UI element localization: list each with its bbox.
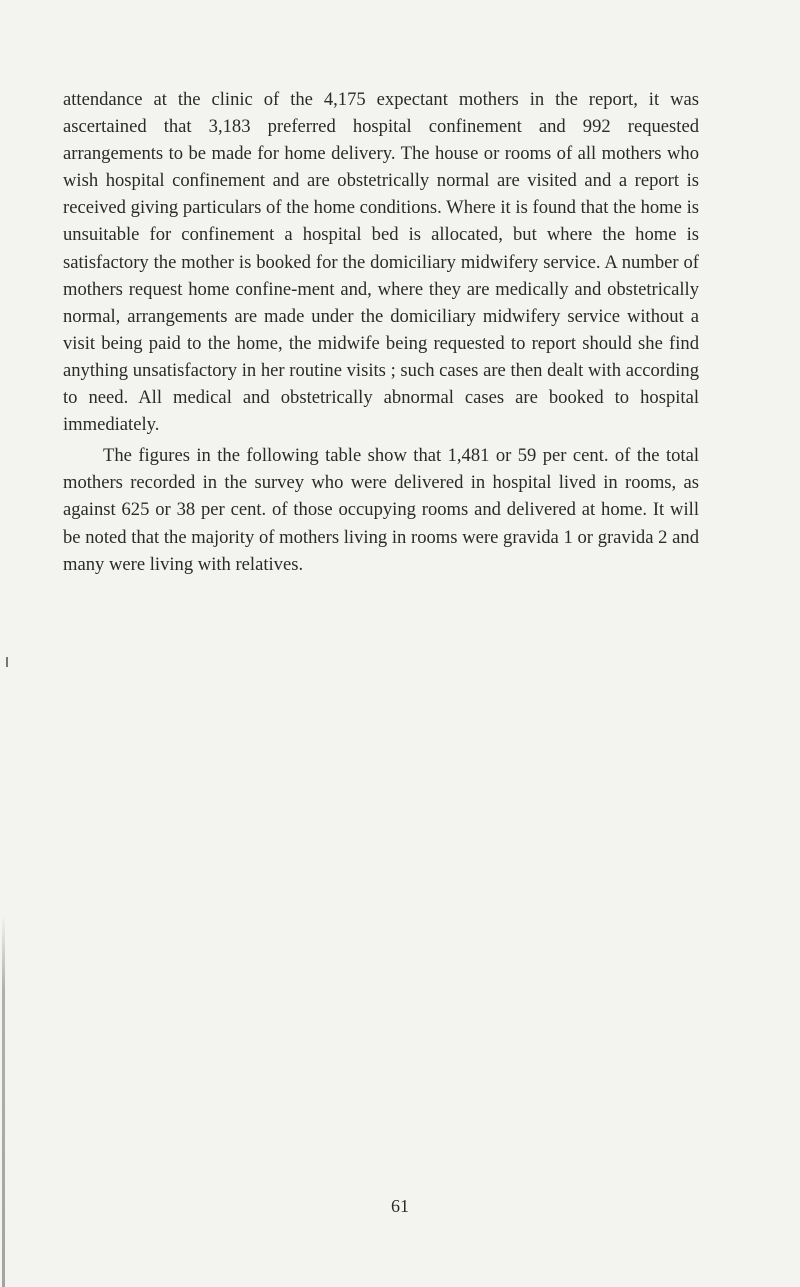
body-text — [63, 86, 699, 578]
paragraph-1: attendance at the clinic of the 4,175 expectant mothers in the report, it was ascertained that 3,183 preferred hospital confinement and 992 requested arrangements to be made for home delivery. The house or rooms of all mothers who wish hospital confinement and are obstetrically normal are visited and a report is received giving particulars of the home conditions. Where it is found that the home is unsuitable for confinement a hospital bed is allocated, but where the home is satisfactory the mother is booked for the domiciliary midwifery service. A number of mothers request home confine-ment and, where they are medically and obstetrically normal, arrangements are made under the domiciliary midwifery service without a visit being paid to the home, the midwife being requested to report should she find anything unsatisfactory in her routine visits ; such cases are then dealt with according to need. All medical and obstetrically abnormal cases are booked to hospital immediately. — [63, 89, 699, 436]
paragraph-2: The figures in the following table show that 1,481 or 59 per cent. of the total mothers recorded in the survey who were delivered in hospital lived in rooms, as against 625 or 38 per cent. of those occupying rooms and delivered at home. It will be noted that the majority of mothers living in rooms were gravida 1 or gravida 2 and many were living with relatives. — [63, 445, 699, 575]
page-edge-shadow — [2, 915, 5, 1287]
page-number: 61 — [391, 1196, 409, 1216]
margin-mark — [6, 657, 8, 667]
